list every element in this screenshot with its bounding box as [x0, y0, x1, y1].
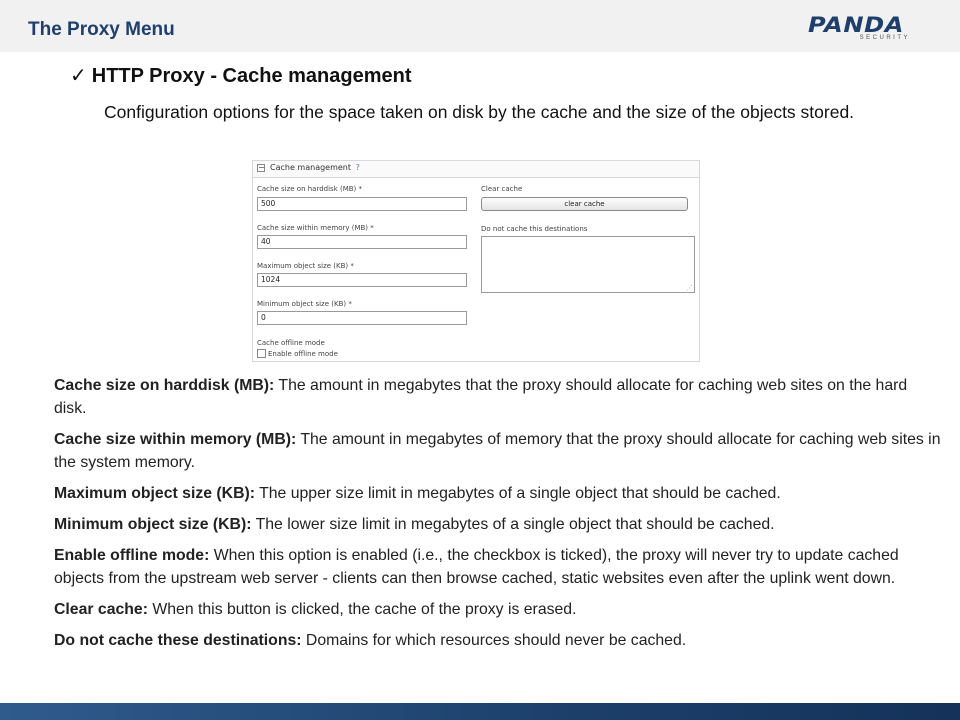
definition-term: Maximum object size (KB): — [54, 485, 256, 502]
panda-security-logo — [808, 14, 910, 42]
definition-text: The amount in megabytes that the proxy should allocate for caching web sites on the hard disk. — [54, 377, 908, 417]
panel-title-text: Cache management — [270, 163, 352, 172]
no-cache-label: Do not cache this destinations — [481, 225, 588, 233]
footer-bar — [0, 703, 960, 720]
definitions-list — [54, 374, 944, 660]
slide-header — [0, 0, 960, 52]
help-icon[interactable]: ? — [355, 163, 360, 172]
clear-cache-label: Clear cache — [481, 185, 523, 193]
definition-item — [54, 482, 944, 505]
cache-memory-input[interactable]: 40 — [257, 235, 467, 249]
definition-item — [54, 513, 944, 536]
slide-title: The Proxy Menu — [28, 19, 175, 40]
max-object-label: Maximum object size (KB) * — [257, 262, 354, 270]
offline-mode-label: Cache offline mode — [257, 339, 325, 347]
resize-handle-icon[interactable]: ⋰ — [686, 284, 693, 292]
max-object-input[interactable]: 1024 — [257, 273, 467, 287]
definition-term: Minimum object size (KB): — [54, 516, 252, 533]
definition-text: The amount in megabytes of memory that the proxy should allocate for caching web sites in the system memory. — [54, 431, 941, 471]
logo-wordmark: PANDA — [808, 13, 905, 37]
definition-text: The lower size limit in megabytes of a single object that should be cached. — [251, 516, 775, 533]
definition-text: When this button is clicked, the cache of the proxy is erased. — [147, 601, 577, 618]
definition-term: Cache size within memory (MB): — [54, 431, 297, 448]
definition-text: Domains for which resources should never be cached. — [301, 632, 687, 649]
definition-term: Enable offline mode: — [54, 547, 210, 564]
cache-disk-label: Cache size on harddisk (MB) * — [257, 185, 363, 193]
offline-mode-checkbox[interactable] — [257, 349, 266, 358]
min-object-input[interactable]: 0 — [257, 311, 467, 325]
definition-text: The upper size limit in megabytes of a single object that should be cached. — [255, 485, 781, 502]
panel-title — [270, 163, 360, 172]
clear-cache-button[interactable]: clear cache — [481, 197, 688, 211]
definition-item — [54, 428, 944, 474]
intro-paragraph: Configuration options for the space taken on disk by the cache and the size of the objects stored. — [104, 102, 855, 122]
definition-term: Clear cache: — [54, 601, 148, 618]
definition-item — [54, 374, 944, 420]
cache-management-panel — [252, 160, 700, 362]
definition-term: Cache size on harddisk (MB): — [54, 377, 275, 394]
cache-disk-input[interactable]: 500 — [257, 197, 467, 211]
definition-item — [54, 544, 944, 590]
section-heading — [70, 63, 412, 88]
cache-memory-label: Cache size within memory (MB) * — [257, 224, 374, 232]
no-cache-destinations-textarea[interactable] — [481, 236, 695, 293]
collapse-icon[interactable]: − — [258, 163, 265, 172]
panel-header — [253, 161, 699, 178]
offline-mode-checkbox-label: Enable offline mode — [268, 350, 338, 358]
definition-item — [54, 598, 944, 621]
definition-text: When this option is enabled (i.e., the checkbox is ticked), the proxy will never try to update cached objects from the upstream web server - clients can then browse cached, static websites even after the uplink went down. — [54, 547, 899, 587]
logo-subtext: SECURITY — [859, 35, 910, 41]
definition-item — [54, 629, 944, 652]
check-icon: ✓ — [70, 65, 87, 87]
definition-term: Do not cache these destinations: — [54, 632, 302, 649]
section-heading-text: HTTP Proxy - Cache management — [91, 65, 412, 87]
min-object-label: Minimum object size (KB) * — [257, 300, 352, 308]
